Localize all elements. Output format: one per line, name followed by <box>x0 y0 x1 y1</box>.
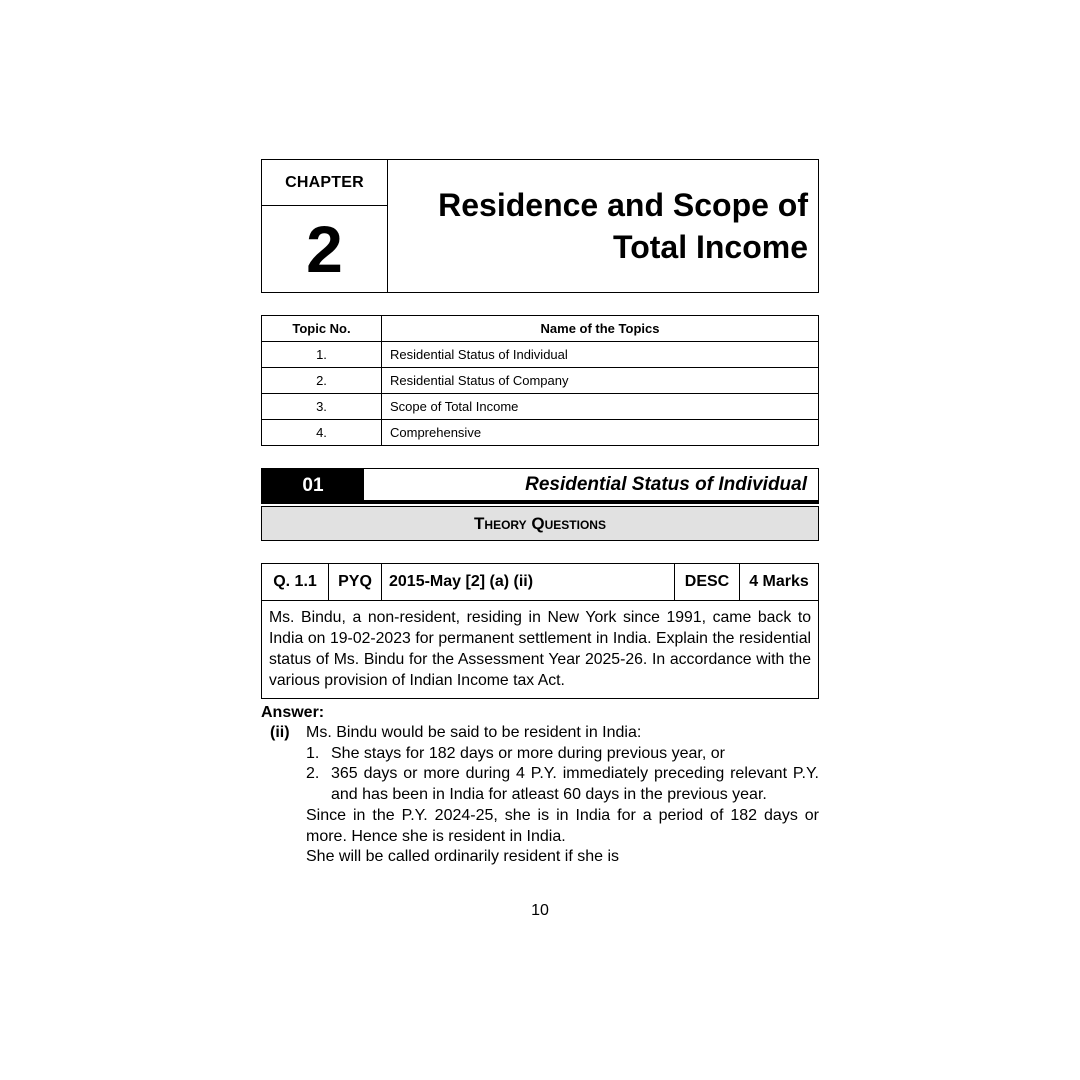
question-text: Ms. Bindu, a non-resident, residing in New York since 1991, came back to India on 19-02-2023 for permanent settlement in India. Explain the residential status of Ms. Bindu for the Assessment Year 2025-26. In accordance with the various provision of Indian Income tax Act. <box>262 601 819 699</box>
list-item <box>306 764 819 805</box>
page-number: 10 <box>531 902 549 919</box>
table-row <box>262 394 819 420</box>
topic-number: 3. <box>262 394 382 420</box>
topics-header-row <box>262 316 819 342</box>
chapter-title-line1: Residence and Scope of <box>438 187 808 223</box>
answer-block <box>261 723 819 868</box>
chapter-header <box>261 159 819 293</box>
theory-questions-label: Theory Questions <box>474 513 606 533</box>
section-header <box>261 468 819 504</box>
section-title: Residential Status of Individual <box>364 469 818 503</box>
question-tag: PYQ <box>329 564 382 601</box>
question-meta-row <box>262 564 819 601</box>
topics-header-number: Topic No. <box>262 316 382 342</box>
theory-questions-heading <box>261 506 819 541</box>
question-table <box>261 563 819 699</box>
topic-number: 4. <box>262 420 382 446</box>
list-item-number: 2. <box>306 765 320 783</box>
topic-name: Comprehensive <box>382 420 819 446</box>
chapter-title-line2: Total Income <box>613 229 808 265</box>
question-type: DESC <box>675 564 740 601</box>
topics-table <box>261 315 819 446</box>
list-item-number: 1. <box>306 744 320 762</box>
answer-conclusion: Since in the P.Y. 2024-25, she is in India for a period of 182 days or more. Hence she is resident in India. <box>306 806 819 845</box>
answer-marker: (ii) <box>270 724 290 741</box>
document-page <box>261 159 819 868</box>
topic-number: 2. <box>262 368 382 394</box>
list-item-text: She stays for 182 days or more during previous year, or <box>331 744 725 762</box>
section-number: 01 <box>262 469 364 503</box>
table-row <box>262 342 819 368</box>
answer-followup: She will be called ordinarily resident if she is <box>306 848 620 866</box>
list-item-text: 365 days or more during 4 P.Y. immediately preceding relevant P.Y. and has been in India for atleast 60 days in the previous year. <box>331 765 819 804</box>
answer-intro: Ms. Bindu would be said to be resident in India: <box>306 724 642 741</box>
topics-header-name: Name of the Topics <box>382 316 819 342</box>
answer-label: Answer: <box>261 704 325 721</box>
topic-name: Residential Status of Company <box>382 368 819 394</box>
question-marks: 4 Marks <box>740 564 819 601</box>
table-row <box>262 368 819 394</box>
table-row <box>262 420 819 446</box>
chapter-number: 2 <box>306 212 343 286</box>
chapter-label: CHAPTER <box>262 160 387 206</box>
question-id: Q. 1.1 <box>262 564 329 601</box>
list-item <box>306 744 819 765</box>
topic-number: 1. <box>262 342 382 368</box>
chapter-badge <box>262 160 388 292</box>
question-body-row <box>262 601 819 699</box>
answer-content <box>306 723 819 868</box>
chapter-title <box>388 160 818 292</box>
topic-name: Scope of Total Income <box>382 394 819 420</box>
question-reference: 2015-May [2] (a) (ii) <box>382 564 675 601</box>
topic-name: Residential Status of Individual <box>382 342 819 368</box>
